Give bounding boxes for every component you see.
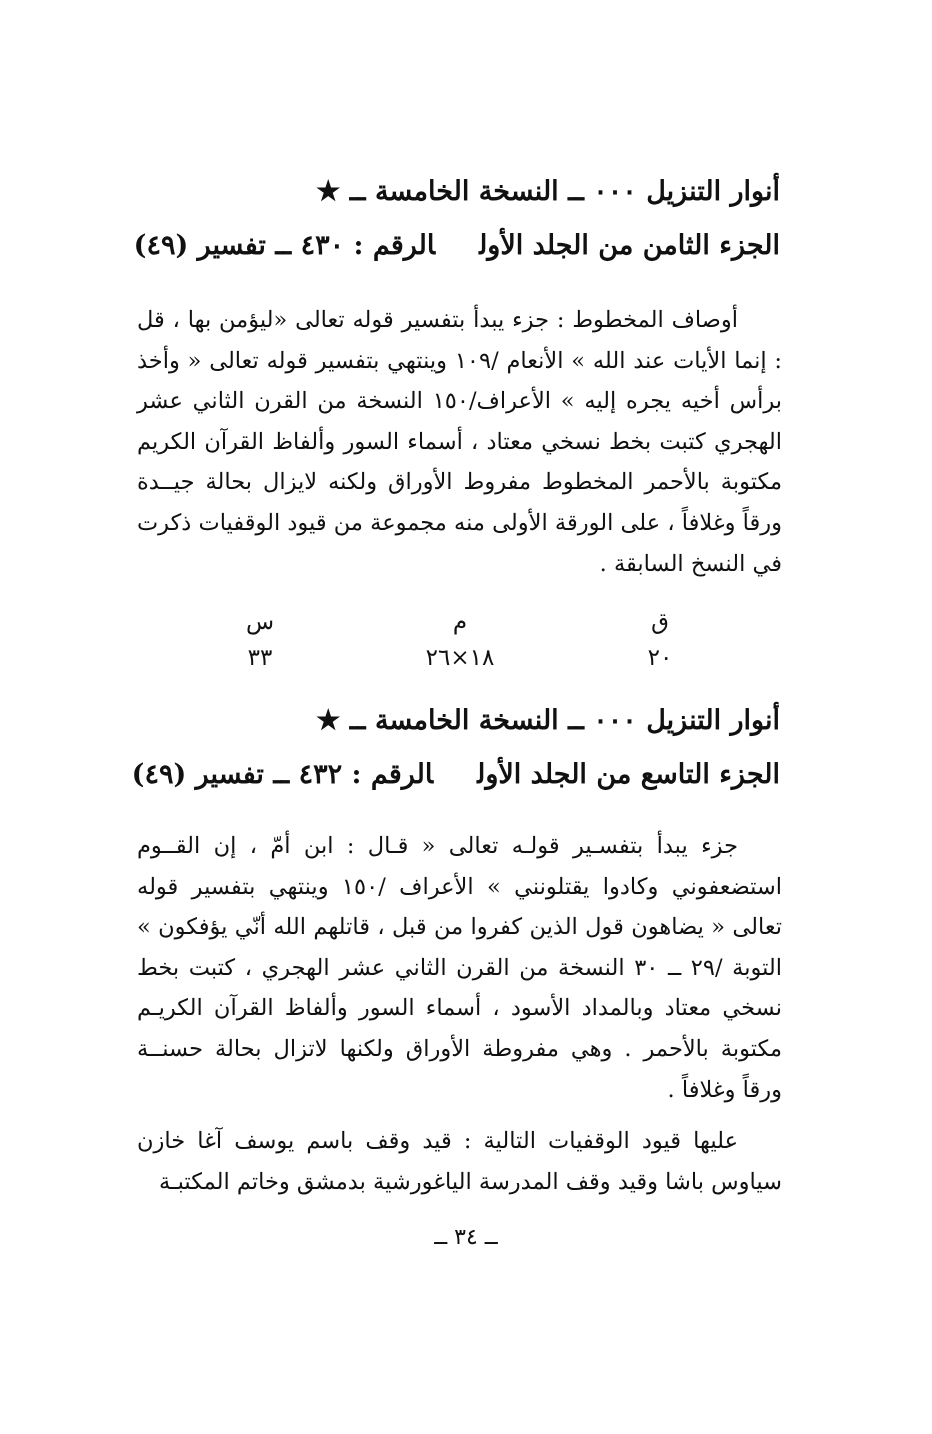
dimensions-value-size: ١٨×٢٦: [425, 645, 495, 671]
entry2-number: الرقم : ٤٣٢ ــ تفسير (٤٩): [131, 759, 434, 790]
dimensions-header-row: [200, 604, 720, 640]
entry1-subtitle: [133, 230, 780, 261]
dimensions-value-folios: ٢٠: [647, 645, 673, 671]
entry2-subtitle: [131, 759, 780, 790]
dimensions-value-row: [200, 640, 720, 676]
entry1-title: أنوار التنزيل ٠٠٠ ــ النسخة الخامسة ــ ★: [316, 176, 780, 207]
page-number: ــ ٣٤ ــ: [434, 1225, 498, 1250]
entry2-description: [137, 826, 782, 1110]
entry2-waqf: [137, 1121, 782, 1202]
entry1-description: [137, 300, 782, 584]
dimensions-header-folios: ق: [651, 609, 669, 635]
dimensions-header-lines: س: [245, 609, 275, 635]
entry2-waqf-text: عليها قيود الوقفيات التالية : قيد وقف باسم يوسف آغا خازن سياوس باشا وقيد وقف المدرسة الياغورشية بدمشق وخاتم المكتبـة: [137, 1128, 782, 1195]
dimensions-value-lines: ٣٣: [247, 645, 273, 671]
entry2-volume: الجزء التاسع من الجلد الأول: [477, 759, 780, 790]
entry2-description-text: جزء يبدأ بتفسـير قولـه تعالى « قـال : ابن أمّ ، إن القــوم استضعفوني وكادوا يقتلونني » الأعراف /١٥٠ وينتهي بتفسير قوله تعالى « يضاهون قول الذين كفروا من قبل ، قاتلهم الله أنّي يؤفكون » التوبة /٢٩ ــ ٣٠ النسخة من القرن الثاني عشر الهجري ، كتبت بخط نسخي معتاد وبالمداد الأسود ، أسماء السور وألفاظ القرآن الكريـم مكتوبة بالأحمر . وهي مفروطة الأوراق ولكنها لاتزال بحالة حسنــة ورقاً وغلافاً .: [137, 833, 782, 1103]
entry1-description-text: أوصاف المخطوط : جزء يبدأ بتفسير قوله تعالى «ليؤمن بها ، قل : إنما الأيات عند الله » الأنعام /١٠٩ وينتهي بتفسير قوله تعالى « وأخذ برأس أخيه يجره إليه » الأعراف/١٥٠ النسخة من القرن الثاني عشر الهجري كتبت بخط نسخي معتاد ، أسماء السور وألفاظ القرآن الكريم مكتوبة بالأحمر المخطوط مفروط الأوراق ولكنه لايزال بحالة جيــدة ورقاً وغلافاً ، على الورقة الأولى منه مجموعة من قيود الوقفيات ذكرت في النسخ السابقة .: [137, 307, 783, 577]
entry1-number: الرقم : ٤٣٠ ــ تفسير (٤٩): [133, 230, 436, 261]
entry2-title: أنوار التنزيل ٠٠٠ ــ النسخة الخامسة ــ ★: [316, 705, 780, 736]
entry1-volume: الجزء الثامن من الجلد الأول: [479, 230, 780, 261]
dimensions-table: [200, 604, 720, 676]
dimensions-header-size: م: [452, 609, 468, 635]
